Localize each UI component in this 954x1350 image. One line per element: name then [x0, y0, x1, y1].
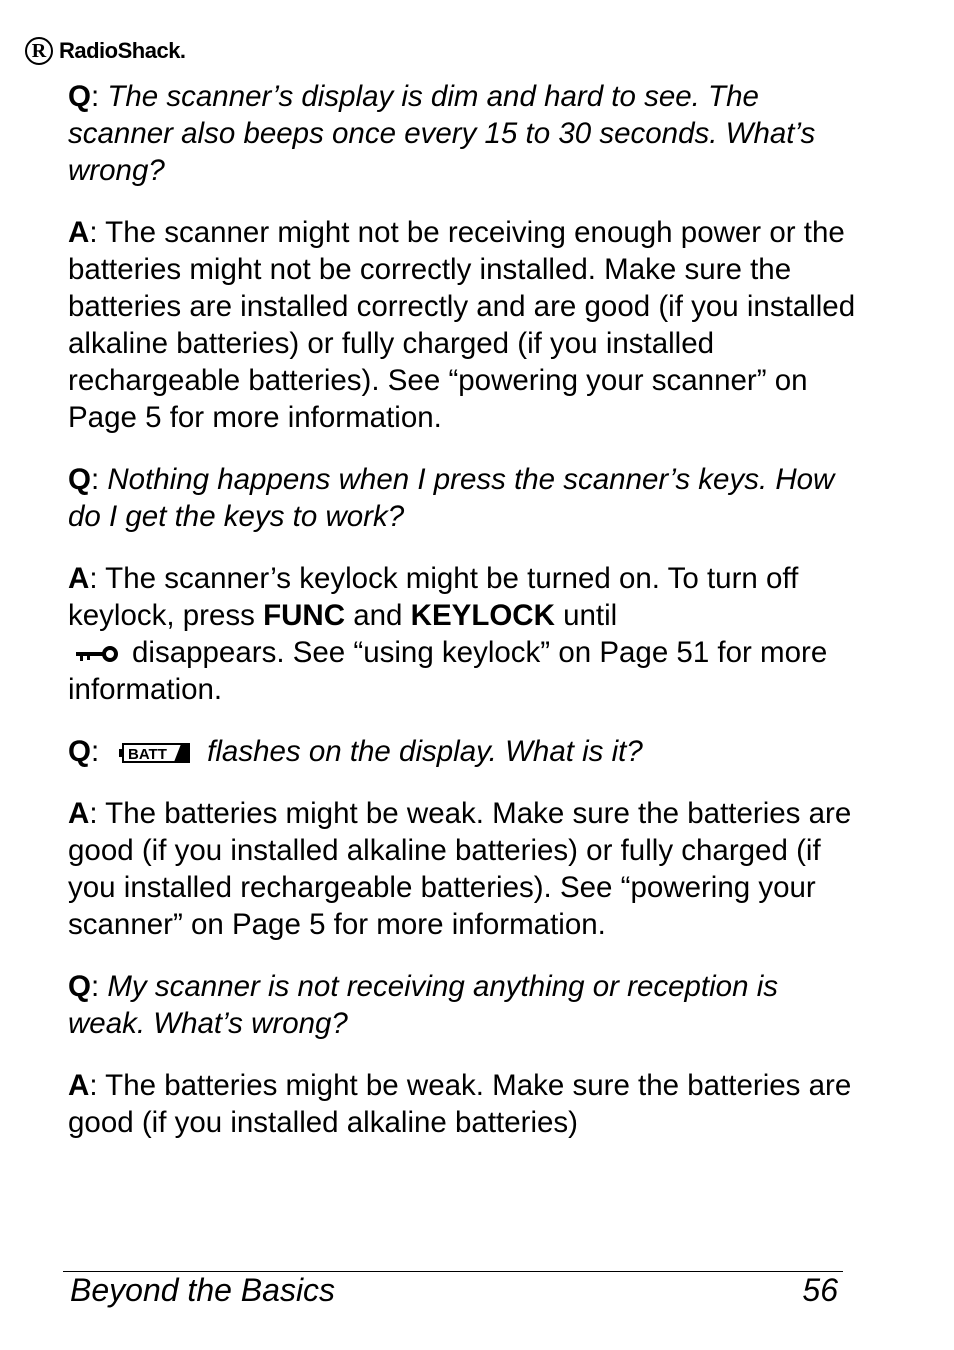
- keylock-icon: [70, 643, 122, 665]
- question-1: Q: The scanner’s display is dim and hard to see. The scanner also beeps once every 15 to 30 seconds. What’s wrong?: [68, 80, 816, 187]
- keylock-key-name: KEYLOCK: [410, 599, 555, 632]
- answer-label: A: [68, 562, 90, 595]
- logo-mark: R: [25, 37, 53, 65]
- question-text: My scanner is not receiving anything or reception is weak. What’s wrong?: [68, 970, 778, 1040]
- answer-1: A: The scanner might not be receiving enough power or the batteries might not be correctly installed. Make sure the batteries are installed correctly and are good (if you installed alkaline batteries) or fully charged (if you installed rechargeable batteries). See “powering your scanner” on Page 5 for more information.: [68, 216, 856, 434]
- answer-text: disappears. See “using keylock” on Page 51 for more information.: [68, 636, 828, 706]
- question-text: flashes on the display. What is it?: [207, 735, 643, 768]
- page-footer: [70, 1270, 838, 1310]
- answer-text: and: [345, 599, 411, 632]
- question-3: Q: BATT flashes on the display. What is it?: [68, 735, 643, 768]
- battery-icon-label: BATT: [128, 746, 168, 764]
- question-2: Q: Nothing happens when I press the scanner’s keys. How do I get the keys to work?: [68, 463, 835, 533]
- answer-text: The scanner’s keylock might be turned on. To turn off keylock, press: [68, 562, 799, 632]
- answer-label: A: [68, 216, 90, 249]
- question-label: Q: [68, 735, 91, 768]
- answer-label: A: [68, 1069, 90, 1102]
- question-text: Nothing happens when I press the scanner’s keys. How do I get the keys to work?: [68, 463, 835, 533]
- question-label: Q: [68, 463, 91, 496]
- answer-2: A: The scanner’s keylock might be turned on. To turn off keylock, press FUNC and KEYLOCK until disappears. See “using keylock” on Page 51 for more information.: [68, 562, 828, 706]
- question-text: The scanner’s display is dim and hard to see. The scanner also beeps once every 15 to 30 seconds. What’s wrong?: [68, 80, 816, 187]
- question-4: Q: My scanner is not receiving anything or reception is weak. What’s wrong?: [68, 970, 778, 1040]
- func-key-name: FUNC: [263, 599, 346, 632]
- page-number: 56: [802, 1272, 838, 1308]
- faq-content: [68, 78, 858, 1166]
- answer-text: The batteries might be weak. Make sure the batteries are good (if you installed alkaline batteries) or fully charged (if you installed rechargeable batteries). See “powering your scanner” on Page 5 for more information.: [68, 797, 852, 941]
- question-label: Q: [68, 80, 91, 113]
- answer-4: A: The batteries might be weak. Make sure the batteries are good (if you installed alkaline batteries): [68, 1069, 852, 1139]
- answer-text: The batteries might be weak. Make sure the batteries are good (if you installed alkaline batteries): [68, 1069, 852, 1139]
- answer-label: A: [68, 797, 90, 830]
- answer-text: The scanner might not be receiving enough power or the batteries might not be correctly installed. Make sure the batteries are installed correctly and are good (if you installed alkaline batteries) or fully charged (if you installed rechargeable batteries). See “powering your scanner” on Page 5 for more information.: [68, 216, 856, 434]
- answer-text: until: [554, 599, 618, 632]
- brand-name: RadioShack.: [59, 38, 186, 63]
- question-label: Q: [68, 970, 91, 1003]
- battery-icon: [119, 741, 193, 765]
- answer-3: A: The batteries might be weak. Make sure the batteries are good (if you installed alkaline batteries) or fully charged (if you installed rechargeable batteries). See “powering your scanner” on Page 5 for more information.: [68, 797, 852, 941]
- footer-section-title: Beyond the Basics: [70, 1272, 336, 1308]
- radioshack-logo: [25, 37, 186, 65]
